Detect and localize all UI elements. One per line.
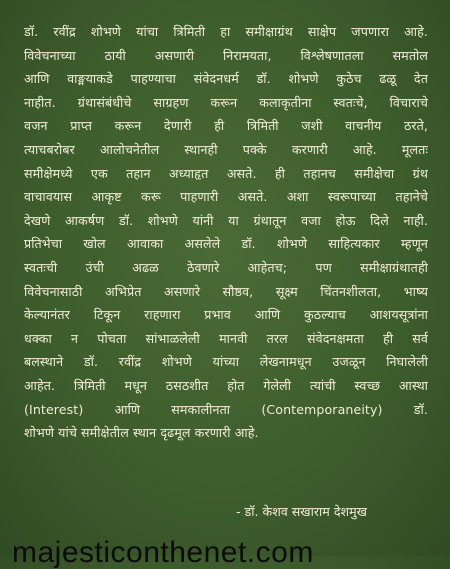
text-line: शोभणे यांचे समीक्षेतील स्थान दृढमूल करणारी आहे. xyxy=(24,425,259,441)
text-line: समीक्षेमध्ये एक तहान अध्याहृत असते. ही तहानच समीक्षेचा ग्रंथ xyxy=(24,165,428,181)
website-watermark: majesticonthenet.com xyxy=(12,536,314,569)
text-line: केल्यानंतर टिकून राहणारा प्रभाव आणि कुठल्याच आशयसूत्रांना xyxy=(24,307,428,323)
text-line: विवेचनासाठी अभिप्रेत असणारे सौष्ठव, सूक्ष्म चिंतनशीलता, भाष्य xyxy=(24,283,428,299)
text-line: वाचावयास आकृष्ट करू पाहणारी असते. अशा स्वरूपाच्या तहानेचे xyxy=(24,189,428,205)
text-line: वजन प्राप्त करून देणारी ही त्रिमिती जशी वाचनीय ठरते, xyxy=(24,118,428,134)
text-line: त्याचबरोबर आलोचनेतील स्थानही पक्के करणारी आहे. मूलतः xyxy=(24,141,428,157)
review-paragraph xyxy=(24,20,428,445)
text-line: नाहीत. ग्रंथासंबंधीचे साग्रहण करून कलाकृतीना स्वतःचे, विचाराचे xyxy=(24,94,428,110)
text-line: प्रतिभेचा खोल आवाका असलेले डॉ. शोभणे साहित्यकार म्हणून xyxy=(24,236,428,252)
text-line: आहेत. त्रिमिती मधून ठसठशीत होत गेलेली त्यांची स्वच्छ आस्था xyxy=(24,377,428,393)
text-line: बलस्थाने डॉ. रवींद्र शोभणे यांच्या लेखनामधून उजळून निघालेली xyxy=(24,354,428,370)
author-signature: - डॉ. केशव सखाराम देशमुख xyxy=(236,504,367,519)
text-line: देखणे आकर्षण डॉ. शोभणे यांनी या ग्रंथातून वजा होऊ दिले नाही. xyxy=(24,212,428,228)
text-line: डॉ. रवींद्र शोभणे यांचा त्रिमिती हा समीक्षाग्रंथ साक्षेप जपणारा आहे. xyxy=(24,24,428,39)
text-line: विवेचनाच्या ठायी असणारी निरामयता, विश्लेषणातला समतोल xyxy=(24,47,428,63)
text-line: स्वतःची उंची अढळ ठेवणारे आहेतच; पण समीक्षाग्रंथातही xyxy=(24,259,428,275)
text-line: (Interest) आणि समकालीनता (Contemporaneity) डॉ. xyxy=(24,401,428,417)
text-line: धक्का न पोचता सांभाळलेली मानवी तरल संवेदनक्षमता ही सर्व xyxy=(24,330,428,346)
text-line: आणि वाङ्मयाकडे पाहण्याचा संवेदनधर्म डॉ. शोभणे कुठेच ढळू देत xyxy=(24,71,428,87)
